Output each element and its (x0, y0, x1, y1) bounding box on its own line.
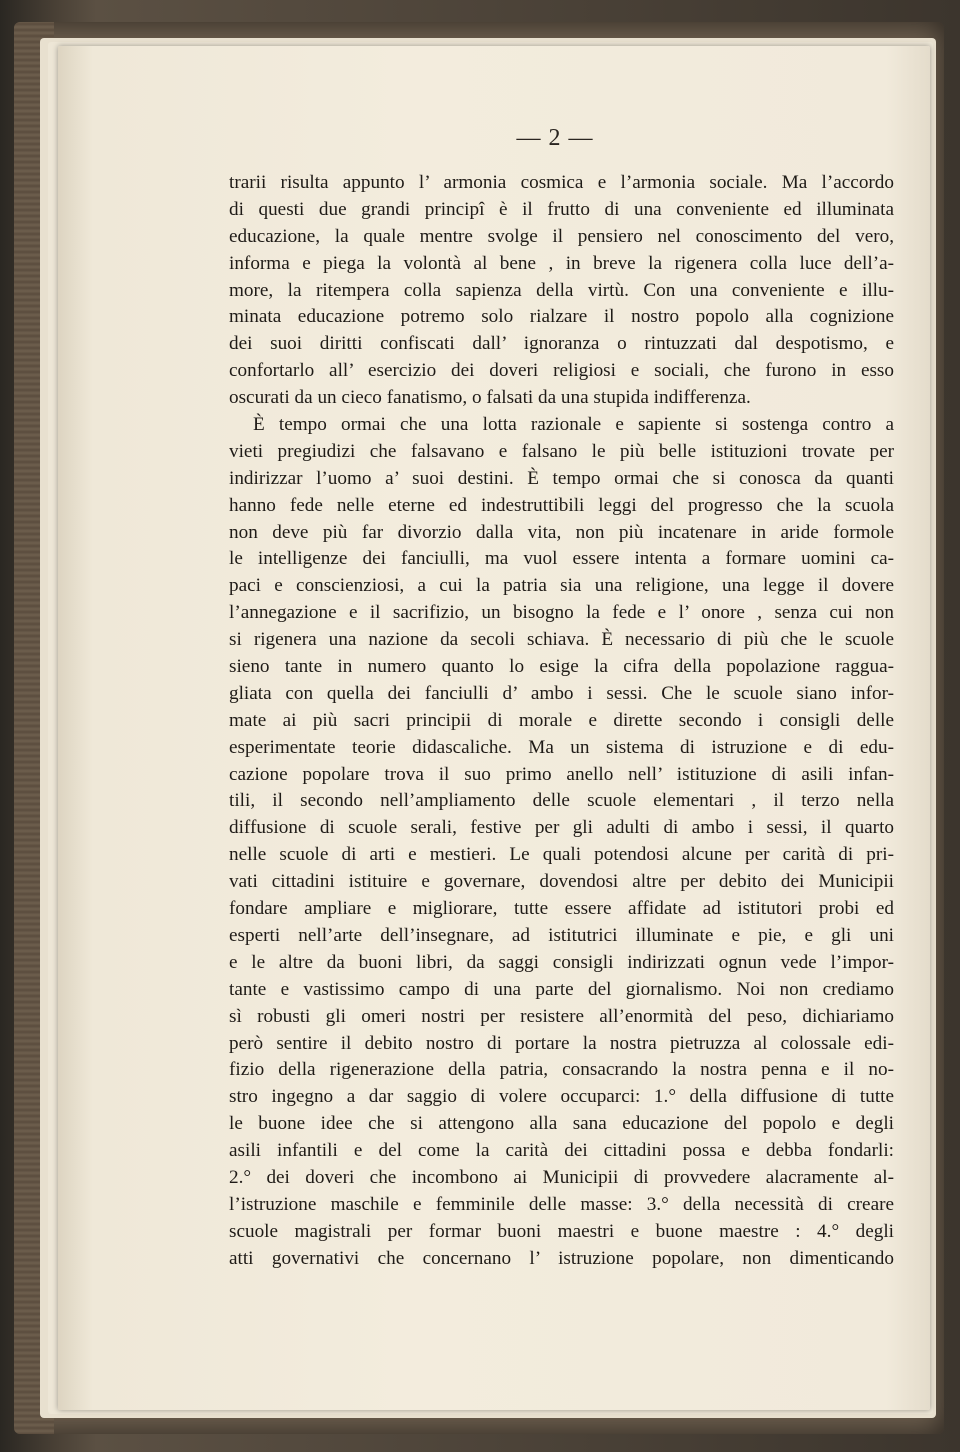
text-line: scuole magistrali per formar buoni maestri e buone maestre : 4.° degli (229, 1220, 894, 1242)
text-line: trarii risulta appunto l’ armonia cosmica e l’armonia sociale. Ma l’accordo (229, 172, 894, 193)
body-text (229, 170, 894, 1273)
text-line: di questi due grandi principî è il frutto di una conveniente ed illuminata (229, 198, 894, 220)
text-line: diffusione di scuole serali, festive per gli adulti di ambo i sessi, il quarto (229, 817, 894, 839)
text-line: le intelligenze dei fanciulli, ma vuol essere intenta a formare uomini ca- (229, 548, 894, 570)
text-line: l’annegazione e il sacrifizio, un bisogno la fede e l’ onore , senza cui non (229, 602, 894, 624)
text-line: tante e vastissimo campo di una parte del giornalismo. Noi non crediamo (229, 978, 894, 1000)
text-line: more, la ritempera colla sapienza della virtù. Con una conveniente e illu- (229, 279, 894, 301)
text-line: oscurati da un cieco fanatismo, o falsati da una stupida indifferenza. (229, 387, 751, 409)
text-line: e le altre da buoni libri, da saggi consigli indirizzati ognun vede l’impor- (229, 951, 894, 973)
text-line: confortarlo all’ esercizio dei doveri religiosi e sociali, che furono in esso (229, 360, 894, 382)
text-line: hanno fede nelle eterne ed indestruttibili leggi del progresso che la scuola (229, 494, 894, 516)
text-line: educazione, la quale mentre svolge il pensiero nel conoscimento del vero, (229, 225, 894, 247)
text-line: stro ingegno a dar saggio di volere occuparci: 1.° della diffusione di tutte (229, 1086, 894, 1108)
text-line: atti governativi che concernano l’ istruzione popolare, non dimenticando (229, 1247, 894, 1269)
text-line: non deve più far divorzio dalla vita, non più incatenare in aride formole (229, 521, 894, 543)
text-line: paci e conscienziosi, a cui la patria sia una religione, una legge il dovere (229, 575, 894, 597)
text-line: fizio della rigenerazione della patria, consacrando la nostra penna e il no- (229, 1059, 894, 1081)
text-line: sieno tante in numero quanto lo esige la cifra della popolazione ragguа- (229, 656, 894, 678)
text-line: sì robusti gli omeri nostri per resistere all’enormità del peso, dichiariamo (229, 1005, 894, 1027)
text-line: esperimentate teorie didascaliche. Ma un sistema di istruzione e di edu- (229, 736, 894, 758)
text-line: vati cittadini istituire e governare, dovendosi altre per debito dei Municipii (229, 871, 894, 893)
text-line: mate ai più sacri principii di morale e dirette secondo i consigli delle (229, 709, 894, 731)
text-line: le buone idee che si attengono alla sana educazione del popolo e degli (229, 1113, 894, 1135)
text-line: vieti pregiudizi che falsavano e falsano le più belle istituzioni trovate per (229, 440, 894, 462)
text-line: si rigenera una nazione da secoli schiava. È necessario di più che le scuole (229, 629, 894, 651)
text-line: indirizzar l’uomo a’ suoi destini. È tempo ormai che si conosca da quanti (229, 467, 894, 489)
text-line: asili infantili e del come la carità dei cittadini possa e debba fondarli: (229, 1140, 894, 1162)
text-line: gliata con quella dei fanciulli d’ ambo i sessi. Che le scuole siano infor- (229, 682, 894, 704)
text-line: tili, il secondo nell’ampliamento delle scuole elementari , il terzo nella (229, 790, 894, 812)
text-line: l’istruzione maschile e femminile delle masse: 3.° della necessità di creare (229, 1193, 894, 1215)
text-line: fondare ampliare e migliorare, tutte essere affidate ad istitutori probi ed (229, 898, 894, 920)
text-line: esperti nell’arte dell’insegnare, ad istitutrici illuminate e pie, e gli uni (229, 924, 894, 946)
text-line: minata educazione potremo solo rialzare il nostro popolo alla cognizione (229, 306, 894, 328)
text-line: cazione popolare trova il suo primo anello nell’ istituzione di asili infan- (229, 763, 894, 785)
text-line: 2.° dei doveri che incombono ai Municipii di provvedere alacramente al- (229, 1166, 894, 1188)
text-line: però sentire il debito nostro di portare la nostra pietruzza al colossale edi- (229, 1032, 894, 1054)
page-number: — 2 — (516, 125, 594, 151)
text-line: dei suoi diritti confiscati dall’ ignoranza o rintuzzati dal despotismo, e (229, 333, 894, 355)
text-line: informa e piega la volontà al bene , in breve la rigenera colla luce dell’a- (229, 252, 894, 274)
text-line: nelle scuole di arti e mestieri. Le quali potendosi alcune per carità di pri- (229, 844, 894, 866)
text-line: È tempo ormai che una lotta razionale e sapiente si sostenga contro a (253, 414, 894, 436)
